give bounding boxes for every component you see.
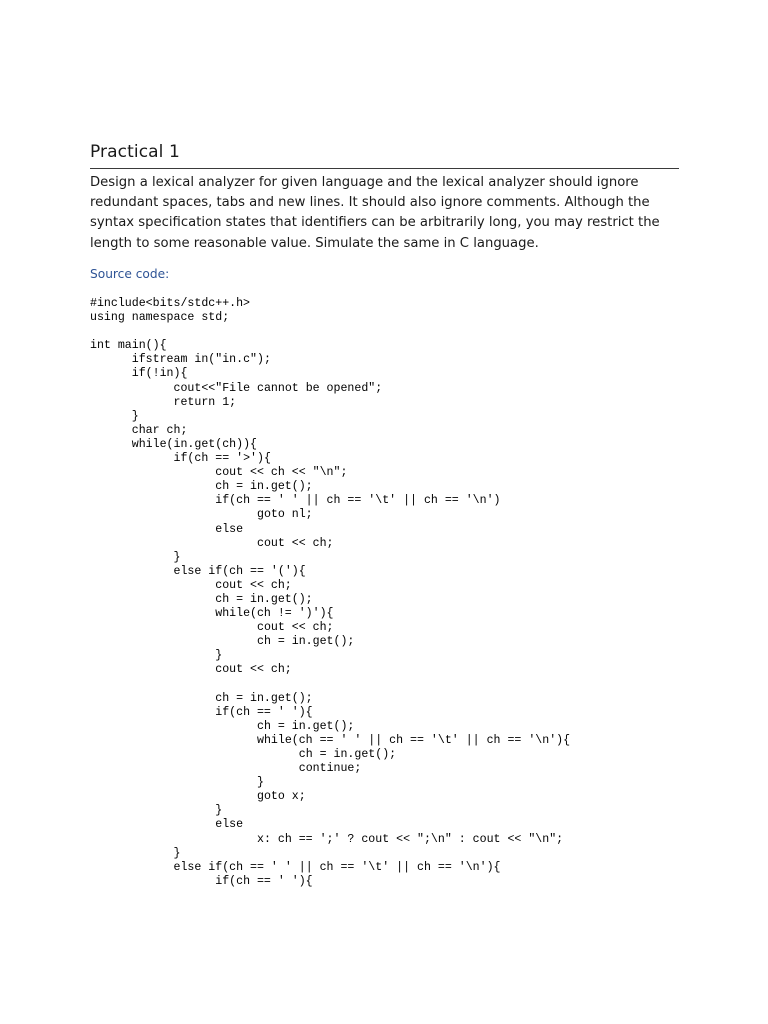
code-line: } (90, 649, 223, 663)
source-code-heading: Source code: (90, 267, 170, 281)
code-line: else if(ch == ' ' || ch == '\t' || ch == '\n'){ (90, 860, 501, 874)
code-line: ch = in.get(); (90, 635, 355, 649)
code-line: #include<bits/stdc++.h> (90, 297, 251, 310)
code-line: ch = in.get(); (90, 748, 397, 761)
code-line: ch = in.get(); (90, 592, 313, 606)
description-line: syntax specification states that identifiers can be arbitrarily long, you may restrict the (90, 215, 660, 231)
code-line: char ch; (90, 423, 188, 437)
code-line (90, 325, 570, 339)
title-underline (90, 168, 679, 169)
code-line: goto x; (90, 790, 306, 804)
code-line: cout<<"File cannot be opened"; (90, 381, 383, 395)
code-line: } (90, 846, 181, 860)
description-line: length to some reasonable value. Simulate the same in C language. (90, 235, 539, 251)
page-title: Practical 1 (90, 142, 180, 162)
description-line: Design a lexical analyzer for given language and the lexical analyzer should ignore (90, 175, 639, 190)
code-line: } (90, 550, 181, 564)
code-line: if(!in){ (90, 367, 188, 381)
code-line: ch = in.get(); (90, 480, 313, 494)
code-line: continue; (90, 762, 362, 776)
code-line: } (90, 776, 264, 790)
code-line: if(ch == ' '){ (90, 874, 313, 888)
code-line: return 1; (90, 395, 237, 409)
source-code-block (90, 297, 570, 889)
code-line: if(ch == ' ' || ch == '\t' || ch == '\n') (90, 494, 501, 508)
code-line: else if(ch == '('){ (90, 564, 306, 578)
code-line: while(in.get(ch)){ (90, 437, 257, 451)
code-line: cout << ch; (90, 663, 292, 677)
code-line: if(ch == '>'){ (90, 452, 271, 466)
code-line: int main(){ (90, 339, 167, 353)
code-line: cout << ch << "\n"; (90, 466, 348, 480)
code-line: ifstream in("in.c"); (90, 353, 271, 367)
description-line: redundant spaces, tabs and new lines. It should also ignore comments. Although the (90, 195, 650, 211)
code-line: cout << ch; (90, 621, 334, 635)
code-line: cout << ch; (90, 536, 334, 550)
code-line: ch = in.get(); (90, 691, 313, 705)
code-line: } (90, 409, 139, 423)
code-line: ch = in.get(); (90, 719, 355, 733)
code-line: } (90, 804, 223, 818)
code-line (90, 678, 570, 692)
code-line: while(ch == ' ' || ch == '\t' || ch == '\n'){ (90, 733, 571, 747)
code-line: x: ch == ';' ? cout << ";\n" : cout << "\n"; (90, 832, 564, 846)
code-line: cout << ch; (90, 578, 292, 592)
code-line: using namespace std; (90, 311, 230, 325)
code-line: else (90, 818, 244, 832)
code-line: goto nl; (90, 508, 313, 522)
task-description (90, 173, 682, 254)
code-line: while(ch != ')'){ (90, 607, 334, 621)
code-line: if(ch == ' '){ (90, 705, 313, 719)
code-line: else (90, 522, 244, 536)
